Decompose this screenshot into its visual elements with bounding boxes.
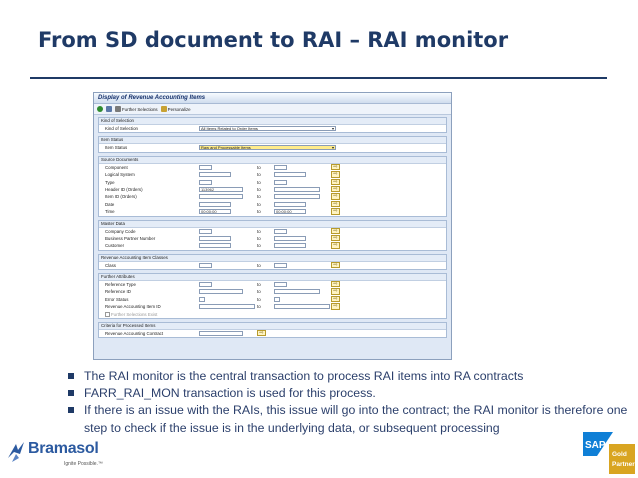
group-kind-of-selection bbox=[98, 117, 447, 133]
group-item-status bbox=[98, 136, 447, 152]
ra-contract-input[interactable] bbox=[199, 331, 243, 336]
sap-rai-monitor-screenshot bbox=[93, 92, 452, 360]
form-row-reference-type bbox=[99, 281, 446, 288]
personalize-icon bbox=[161, 106, 167, 112]
customer-to-input[interactable] bbox=[274, 243, 306, 248]
to-label: to bbox=[257, 304, 261, 310]
field-label: Business Partner Number bbox=[105, 235, 156, 241]
dropdown-arrow-icon[interactable]: ▾ bbox=[331, 145, 334, 151]
to-label: to bbox=[257, 209, 261, 215]
field-label: Error Status bbox=[105, 296, 129, 302]
bramasol-logo bbox=[6, 440, 106, 474]
form-row-reference-id bbox=[99, 288, 446, 295]
personalize-label: Personalize bbox=[167, 106, 191, 112]
form-row-header-id bbox=[99, 186, 446, 193]
rai-id-from-input[interactable] bbox=[199, 304, 255, 309]
multiple-selection-icon[interactable]: ⇨ bbox=[331, 186, 340, 192]
header-id-from-input[interactable]: 113962 bbox=[199, 187, 243, 192]
sap-logo-text: SAP bbox=[585, 440, 606, 451]
further-selections-exist-checkbox[interactable] bbox=[105, 312, 110, 317]
component-from-input[interactable] bbox=[199, 165, 212, 170]
field-label: Revenue Accounting Contract bbox=[105, 331, 164, 337]
sap-gold-partner-logo bbox=[583, 432, 635, 474]
multiple-selection-icon[interactable]: ⇨ bbox=[331, 208, 340, 214]
field-label: Kind of Selection bbox=[105, 126, 138, 131]
multiple-selection-icon[interactable]: ⇨ bbox=[331, 281, 340, 287]
type-from-input[interactable] bbox=[199, 180, 212, 185]
field-label: Item Status bbox=[105, 145, 128, 151]
checkbox-label: Further Selections Exist bbox=[111, 311, 158, 317]
partner-label: Partner bbox=[612, 461, 635, 468]
field-label: Revenue Accounting Item ID bbox=[105, 304, 161, 310]
bramasol-tagline: Ignite Possible.™ bbox=[64, 461, 103, 467]
time-from-input[interactable]: 00:00:00 bbox=[199, 209, 231, 214]
form-row-component bbox=[99, 164, 446, 171]
multiple-selection-icon[interactable]: ⇨ bbox=[331, 242, 340, 248]
customer-from-input[interactable] bbox=[199, 243, 231, 248]
to-label: to bbox=[257, 164, 261, 170]
further-selections-button[interactable] bbox=[115, 106, 158, 112]
company-code-from-input[interactable] bbox=[199, 229, 212, 234]
to-label: to bbox=[257, 282, 261, 288]
field-label: Date bbox=[105, 201, 115, 207]
field-label: Time bbox=[105, 209, 115, 215]
field-label: Item ID (Orders) bbox=[105, 194, 137, 200]
bramasol-name: Bramasol bbox=[28, 440, 99, 457]
personalize-button[interactable] bbox=[161, 106, 191, 112]
form-row-company-code bbox=[99, 228, 446, 235]
group-header: Further Attributes bbox=[99, 274, 446, 281]
group-further-attributes bbox=[98, 273, 447, 319]
multiple-selection-icon[interactable]: ⇨ bbox=[331, 235, 340, 241]
bullet-item: The RAI monitor is the central transaction to process RAI items into RA contracts bbox=[66, 368, 636, 385]
slide-title: From SD document to RAI – RAI monitor bbox=[38, 28, 509, 52]
further-selections-label: Further Selections bbox=[122, 106, 158, 112]
rai-id-to-input[interactable] bbox=[274, 304, 330, 309]
group-criteria-processed-items bbox=[98, 322, 447, 338]
to-label: to bbox=[257, 194, 261, 200]
field-label: Reference Type bbox=[105, 282, 136, 288]
multiple-selection-icon[interactable]: ⇨ bbox=[331, 164, 340, 170]
form-row-date bbox=[99, 201, 446, 208]
form-row-business-partner bbox=[99, 235, 446, 242]
item-id-to-input[interactable] bbox=[274, 194, 320, 199]
reference-type-to-input[interactable] bbox=[274, 282, 287, 287]
group-master-data bbox=[98, 220, 447, 251]
form-row-time bbox=[99, 208, 446, 215]
to-label: to bbox=[257, 296, 261, 302]
group-header: Revenue Accounting Item Classes bbox=[99, 255, 446, 262]
form-row-ra-contract bbox=[99, 330, 446, 337]
field-label: Header ID (Orders) bbox=[105, 186, 143, 192]
dropdown-value: All Items Related to Order Items bbox=[201, 126, 258, 131]
group-rai-classes bbox=[98, 254, 447, 270]
logical-system-from-input[interactable] bbox=[199, 172, 231, 177]
item-status-dropdown[interactable] bbox=[199, 145, 336, 150]
form-row-type bbox=[99, 179, 446, 186]
to-label: to bbox=[257, 235, 261, 241]
dropdown-arrow-icon[interactable]: ▾ bbox=[331, 126, 334, 131]
to-label: to bbox=[257, 186, 261, 192]
form-row bbox=[99, 144, 446, 151]
company-code-to-input[interactable] bbox=[274, 229, 287, 234]
multiple-selection-icon[interactable]: ⇨ bbox=[331, 262, 340, 268]
group-header: Source Documents bbox=[99, 157, 446, 164]
multiple-selection-icon[interactable]: ⇨ bbox=[331, 228, 340, 234]
gold-label: Gold bbox=[612, 451, 627, 458]
field-label: Class bbox=[105, 262, 116, 268]
field-label: Company Code bbox=[105, 228, 136, 234]
bullet-item: If there is an issue with the RAIs, this issue will go into the contract; the RAI monitor is therefore one step to check if the issue is in the underlying data, or subsequent processing bbox=[66, 402, 636, 436]
field-label: Reference ID bbox=[105, 289, 131, 295]
form-row-further-selections-exist bbox=[99, 311, 446, 318]
multiple-selection-icon[interactable]: ⇨ bbox=[257, 330, 266, 336]
bramasol-bird-icon bbox=[6, 440, 26, 466]
multiple-selection-icon[interactable]: ⇨ bbox=[331, 296, 340, 302]
group-header: Master Data bbox=[99, 221, 446, 228]
title-divider bbox=[30, 77, 607, 79]
field-label: Type bbox=[105, 179, 115, 185]
multiple-selection-icon[interactable]: ⇨ bbox=[331, 303, 340, 309]
form-row-logical-system bbox=[99, 171, 446, 178]
to-label: to bbox=[257, 262, 261, 268]
error-status-to-input[interactable] bbox=[274, 297, 280, 302]
kind-of-selection-dropdown[interactable] bbox=[199, 126, 336, 131]
multiple-selection-icon[interactable]: ⇨ bbox=[331, 201, 340, 207]
to-label: to bbox=[257, 172, 261, 178]
multiple-selection-icon[interactable]: ⇨ bbox=[331, 179, 340, 185]
group-header: Criteria for Processed Items bbox=[99, 323, 446, 330]
to-label: to bbox=[257, 289, 261, 295]
further-selections-icon bbox=[115, 106, 121, 112]
reference-id-to-input[interactable] bbox=[274, 289, 320, 294]
date-to-input[interactable] bbox=[274, 202, 306, 207]
reference-type-from-input[interactable] bbox=[199, 282, 212, 287]
multiple-selection-icon[interactable]: ⇨ bbox=[331, 193, 340, 199]
to-label: to bbox=[257, 201, 261, 207]
time-to-input[interactable]: 00:00:00 bbox=[274, 209, 306, 214]
sap-screen-title: Display of Revenue Accounting Items bbox=[94, 93, 451, 104]
field-label: Component bbox=[105, 164, 128, 170]
form-row bbox=[99, 125, 446, 132]
form-row-rai-id bbox=[99, 303, 446, 310]
sap-toolbar bbox=[94, 104, 451, 115]
type-to-input[interactable] bbox=[274, 180, 287, 185]
dropdown-value: Raw and Processable Items bbox=[201, 145, 251, 151]
error-status-from-input[interactable] bbox=[199, 297, 205, 302]
field-label: Customer bbox=[105, 243, 125, 249]
business-partner-from-input[interactable] bbox=[199, 236, 231, 241]
bullet-list bbox=[66, 368, 636, 437]
item-id-from-input[interactable] bbox=[199, 194, 243, 199]
multiple-selection-icon[interactable]: ⇨ bbox=[331, 288, 340, 294]
group-header: Item Status bbox=[99, 137, 446, 144]
bullet-item: FARR_RAI_MON transaction is used for this process. bbox=[66, 385, 636, 402]
group-source-documents bbox=[98, 156, 447, 217]
field-label: Logical System bbox=[105, 172, 135, 178]
group-header: Kind of Selection bbox=[99, 118, 446, 125]
save-variant-icon[interactable] bbox=[106, 106, 112, 112]
form-row-error-status bbox=[99, 296, 446, 303]
form-row-item-id bbox=[99, 193, 446, 200]
logical-system-to-input[interactable] bbox=[274, 172, 306, 177]
to-label: to bbox=[257, 243, 261, 249]
form-row-class bbox=[99, 262, 446, 269]
to-label: to bbox=[257, 179, 261, 185]
component-to-input[interactable] bbox=[274, 165, 287, 170]
multiple-selection-icon[interactable]: ⇨ bbox=[331, 171, 340, 177]
class-to-input[interactable] bbox=[274, 263, 287, 268]
reference-id-from-input[interactable] bbox=[199, 289, 243, 294]
execute-icon[interactable] bbox=[97, 106, 103, 112]
business-partner-to-input[interactable] bbox=[274, 236, 306, 241]
header-id-to-input[interactable] bbox=[274, 187, 320, 192]
class-from-input[interactable] bbox=[199, 263, 212, 268]
form-row-customer bbox=[99, 242, 446, 249]
sap-logo-icon bbox=[583, 432, 613, 456]
to-label: to bbox=[257, 228, 261, 234]
date-from-input[interactable] bbox=[199, 202, 231, 207]
